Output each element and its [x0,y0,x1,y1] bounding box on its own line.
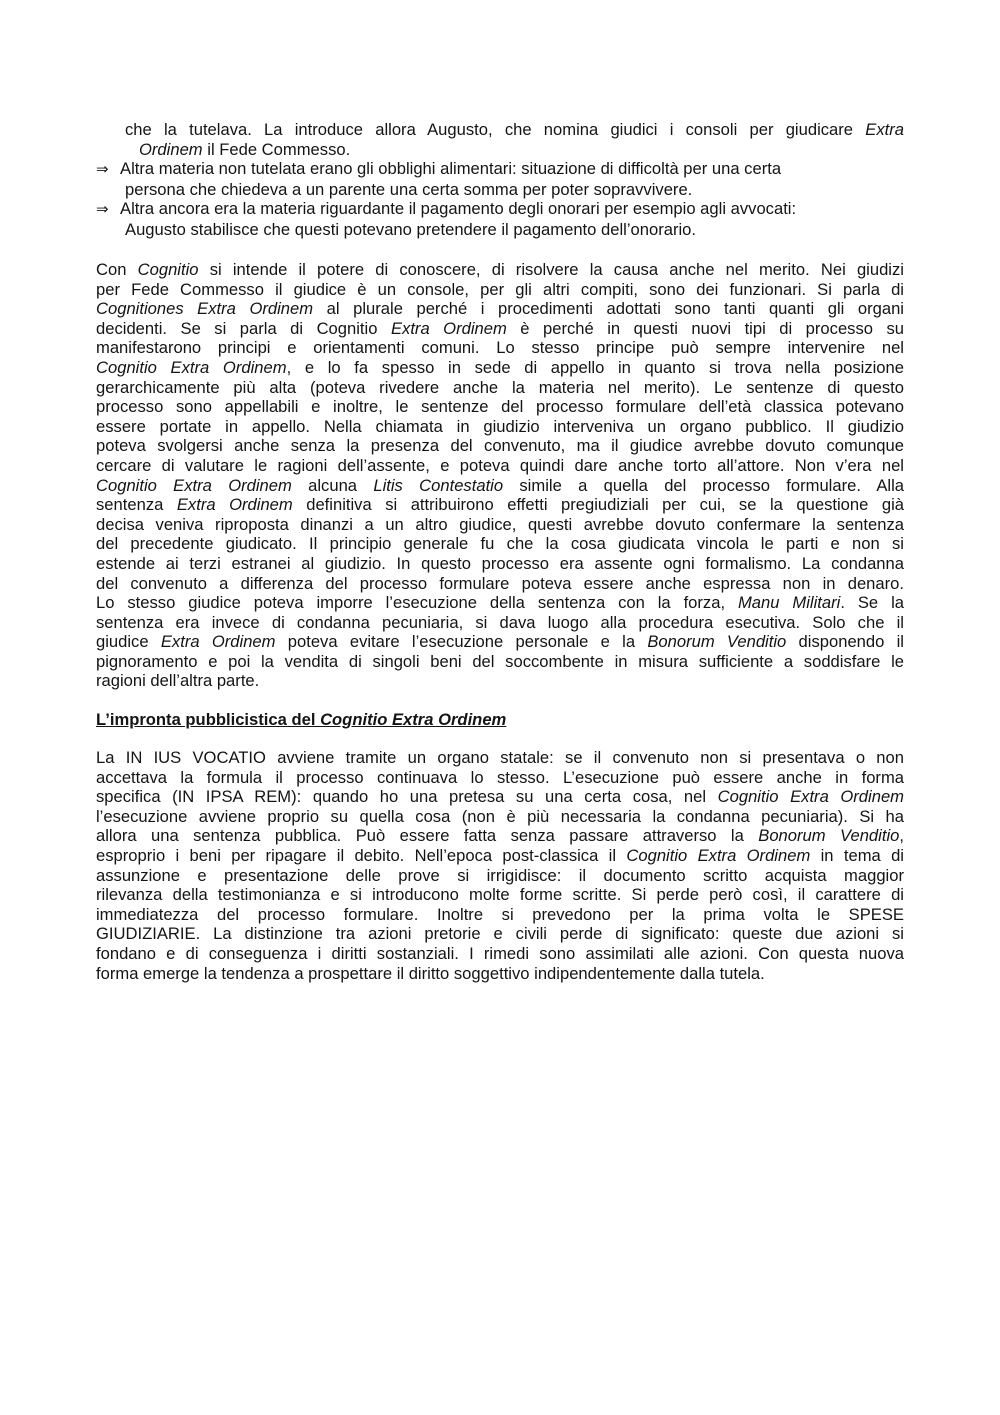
text-line [125,140,904,160]
text-run: si intende il potere di conoscere, di risolvere la causa anche nel merito. Nei giudizi [198,260,904,279]
text-line [96,885,904,905]
text-run: Lo stesso giudice poteva imporre l’esecuzione della sentenza con la forza, [96,593,738,613]
text-run: Augusto stabilisce che questi potevano pretendere il pagamento dell’onorario. [125,219,697,239]
text-run: manifestarono principi e orientamenti comuni. Lo stesso principe può sempre intervenire nel [96,338,904,358]
text-run: accettava la formula il processo continuava lo stesso. L’esecuzione può essere anche in forma [96,767,904,787]
text-run: giudice [96,632,161,652]
text-line [125,120,904,140]
text-run: persona che chiedeva a un parente una certa somma per poter sopravvivere. [125,179,693,199]
text-run: estende ai terzi estranei al giudizio. In questo processo era assente ogni formalismo. La condanna [96,553,904,573]
italic-run: Extra [865,120,904,139]
text-run: l’esecuzione avviene proprio su quella cosa (non è più necessaria la condanna pecuniaria). Si ha [96,806,904,826]
text-line [96,671,904,691]
text-run: decidenti. Se si parla di Cognitio [96,318,391,338]
text-run: è perché in questi nuovi tipi di processo su [506,318,905,338]
section-heading [96,710,904,730]
text-run: assunzione e presentazione delle prove si irrigidisce: il documento scritto acquista maggior [96,865,904,885]
text-line [96,574,904,594]
text-run: disponendo il [786,632,904,652]
text-run: essere portate in appello. Nella chiamata in giudizio interveniva un organo pubblico. Il giudizio [96,416,904,436]
heading-text: L’impronta pubblicistica del [96,710,321,729]
italic-run: Cognitio [137,260,199,279]
italic-run: Ordinem [139,139,203,159]
italic-run: Cognitio Extra Ordinem [96,357,287,377]
text-run: La IN IUS VOCATIO avviene tramite un organo statale: se il convenuto non si presentava o non [96,748,904,767]
text-line [96,807,904,827]
italic-run: Bonorum Venditio [758,826,900,846]
arrow-right-icon: ⇒ [96,200,109,219]
text-line [96,944,904,964]
text-run: esproprio i beni per ripagare il debito. Nell’epoca post-classica il [96,845,627,865]
heading-italic-text: Cognitio Extra Ordinem [320,710,507,729]
text-line [96,613,904,633]
text-line [96,476,904,496]
text-line [96,180,904,200]
text-line [96,826,904,846]
text-line [96,159,904,180]
italic-run: Cognitio Extra Ordinem [626,845,811,865]
text-line [96,924,904,944]
text-line [96,652,904,672]
italic-run: Cognitio Extra Ordinem [96,475,292,495]
text-run: pignoramento e poi la vendita di singoli beni del soccombente in misura sufficiente a soddisfare le [96,651,904,671]
text-run: rilevanza della testimonianza e si introducono molte forme scritte. Si perde però così, il carattere di [96,885,904,905]
text-run: poteva svolgersi anche senza la presenza del convenuto, ma il giudice avrebbe dovuto comunque [96,436,904,456]
text-run: forma emerge la tendenza a prospettare il diritto soggettivo indipendentemente dalla tutela. [96,963,765,983]
text-line [96,299,904,319]
text-run: sentenza era invece di condanna pecuniaria, si dava luogo alla procedura esecutiva. Solo che il [96,612,904,632]
italic-run: Cognitio Extra Ordinem [717,787,904,807]
text-run: del convenuto a differenza del processo formulare poteva essere anche espressa non in denaro. [96,573,904,593]
text-run: simile a quella del processo formulare. Alla [503,475,905,495]
text-line [96,319,904,339]
text-run: del precedente giudicato. Il principio generale fu che la cosa giudicata vincola le parti e non si [96,534,904,554]
italic-run: Manu Militari [737,593,841,613]
text-line [96,199,904,220]
text-line [96,417,904,437]
text-run: il Fede Commesso. [207,139,351,159]
text-run: in tema di [810,845,904,865]
text-run: gerarchicamente più alta (poteva rivedere anche la materia nel merito). Le sentenze di questo [96,377,904,397]
text-line [96,358,904,378]
text-line [96,964,904,984]
text-line [96,866,904,886]
text-line [96,787,904,807]
text-line [96,338,904,358]
text-run: specifica (IN IPSA REM): quando ho una pretesa su una certa cosa, nel [96,787,718,807]
text-line [96,768,904,788]
text-run: , [899,826,904,846]
text-run: al plurale perché i procedimenti adottati sono tanti quanti gli organi [313,299,904,319]
arrow-right-icon: ⇒ [96,160,109,179]
text-run: GIUDIZIARIE. La distinzione tra azioni pretorie e civili perde di significato: queste due azioni si [96,924,904,944]
paragraph-impronta [96,748,904,983]
text-run: alcuna [291,475,374,495]
text-run: processo sono appellabili e inoltre, le sentenze del processo formulare dell’età classica potevano [96,397,904,417]
text-run: decisa veniva riproposta dinanzi a un altro giudice, questi avrebbe dovuto confermare la sentenza [96,514,904,534]
italic-run: Extra Ordinem [390,318,507,338]
text-run: allora una sentenza pubblica. Può essere fatta senza passare attraverso la [96,826,759,846]
italic-run: Extra Ordinem [176,495,293,515]
text-run: fondano e di conseguenza i diritti sostanziali. I rimedi sono assimilati alle azioni. Con questa nuova [96,943,904,963]
text-run: Altra ancora era la materia riguardante il pagamento degli onorari per esempio agli avvocati: [120,199,797,219]
text-run: definitiva si attribuirono effetti pregiudiziali per cui, se la questione già [292,495,904,515]
text-run: , e lo fa spesso in sede di appello in quanto si trova nella posizione [286,357,904,377]
text-line [96,748,904,768]
text-run: ragioni dell’altra parte. [96,671,260,691]
italic-run: Litis Contestatio [373,475,504,495]
text-line [96,260,904,280]
text-run: Con [96,260,138,279]
italic-run: Extra Ordinem [160,632,276,652]
text-run: per Fede Commesso il giudice è un console, per gli altri compiti, sono dei funzionari. Si parla di [96,279,904,299]
text-line [96,554,904,574]
italic-run: Bonorum Venditio [647,632,787,652]
text-line [96,378,904,398]
text-line [96,515,904,535]
text-run: . Se la [840,593,904,613]
text-line [96,846,904,866]
text-line [96,593,904,613]
text-line [96,456,904,476]
text-line [96,397,904,417]
bullet-item [96,199,904,239]
text-line [96,280,904,300]
text-line [96,495,904,515]
text-run: cercare di valutare le ragioni dell’assente, e poteva quindi dare anche torto all’attore. Non v’era nel [96,455,904,475]
text-line [96,436,904,456]
italic-run: Cognitiones Extra Ordinem [96,299,314,319]
text-run: immediatezza del processo formulare. Inoltre si prevedono per la prima volta le SPESE [96,904,904,924]
text-run: poteva evitare l’esecuzione personale e la [275,632,648,652]
text-run: sentenza [96,495,177,515]
text-line [96,905,904,925]
text-run: Altra materia non tutelata erano gli obblighi alimentari: situazione di difficoltà per una certa [120,159,782,179]
bullet-item [96,159,904,199]
paragraph-cognitio [96,260,904,691]
top-list [96,120,904,240]
text-line [96,534,904,554]
text-line [96,632,904,652]
text-run: che la tutelava. La introduce allora Augusto, che nomina giudici i consoli per giudicare [125,120,866,139]
continued-list-item [96,120,904,159]
text-line [96,220,904,240]
